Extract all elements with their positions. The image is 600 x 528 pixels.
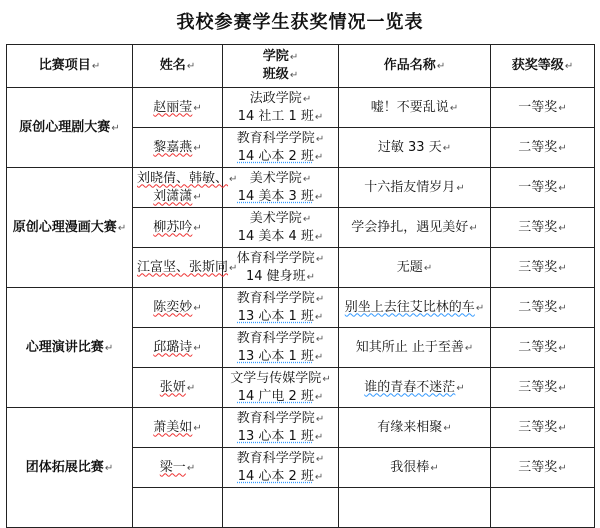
paragraph-mark-icon: ↵	[314, 471, 324, 483]
competition-cell: 团体拓展比赛↵	[7, 408, 133, 528]
name-cell: 赵丽莹↵	[133, 88, 223, 128]
award-level-cell	[491, 488, 595, 528]
paragraph-mark-icon: ↵	[117, 222, 127, 234]
paragraph-mark-icon: ↵	[430, 462, 439, 474]
paragraph-mark-icon: ↵	[558, 222, 567, 234]
work-title-cell: 别坐上去往艾比林的车↵	[339, 288, 491, 328]
paragraph-mark-icon: ↵	[314, 151, 324, 163]
paragraph-mark-icon: ↵	[442, 142, 452, 154]
paragraph-mark-icon: ↵	[315, 333, 325, 345]
paragraph-mark-icon: ↵	[314, 351, 324, 363]
award-level-cell: 一等奖↵	[491, 88, 595, 128]
work-title-cell: 十六指友情岁月↵	[339, 168, 491, 208]
paragraph-mark-icon: ↵	[229, 173, 238, 185]
paragraph-mark-icon: ↵	[302, 213, 312, 225]
name-cell: 张妍↵	[133, 368, 223, 408]
table-row	[7, 88, 595, 128]
award-level-cell: 二等奖↵	[491, 128, 595, 168]
header-work: 作品名称↵	[339, 45, 491, 88]
table-row	[7, 408, 595, 448]
paragraph-mark-icon: ↵	[186, 382, 196, 394]
paragraph-mark-icon: ↵	[475, 302, 485, 314]
paragraph-mark-icon: ↵	[193, 102, 202, 114]
work-title-cell: 我很棒↵	[339, 448, 491, 488]
paragraph-mark-icon: ↵	[558, 342, 567, 354]
paragraph-mark-icon: ↵	[315, 453, 325, 465]
paragraph-mark-icon: ↵	[449, 102, 459, 114]
paragraph-mark-icon: ↵	[558, 382, 567, 394]
paragraph-mark-icon: ↵	[322, 373, 331, 385]
paragraph-mark-icon: ↵	[315, 133, 325, 145]
paragraph-mark-icon: ↵	[186, 462, 196, 474]
college-class-cell: 美术学院↵ 14 美本 3 班↵	[223, 168, 339, 208]
paragraph-mark-icon: ↵	[193, 191, 202, 203]
award-level-cell: 三等奖↵	[491, 408, 595, 448]
college-class-cell: 体育科学学院↵ 14 健身班↵	[223, 248, 339, 288]
competition-cell: 原创心理漫画大赛↵	[7, 168, 133, 288]
paragraph-mark-icon: ↵	[558, 302, 567, 314]
paragraph-mark-icon: ↵	[469, 222, 478, 234]
name-cell: 萧美如↵	[133, 408, 223, 448]
name-cell: 陈奕妙↵	[133, 288, 223, 328]
paragraph-mark-icon: ↵	[558, 182, 567, 194]
college-class-cell: 教育科学学院↵ 13 心本 1 班↵	[223, 288, 339, 328]
paragraph-mark-icon: ↵	[423, 262, 433, 274]
name-cell: 江富坚、张斯同↵	[133, 248, 223, 288]
paragraph-mark-icon: ↵	[456, 182, 465, 194]
paragraph-mark-icon: ↵	[306, 271, 316, 283]
award-level-cell: 一等奖↵	[491, 168, 595, 208]
college-class-cell	[223, 488, 339, 528]
page-title: 我校参赛学生获奖情况一览表	[176, 12, 424, 33]
college-class-cell: 美术学院↵ 14 美本 4 班↵	[223, 208, 339, 248]
paragraph-mark-icon: ↵	[193, 342, 202, 354]
name-cell: 黎嘉燕↵	[133, 128, 223, 168]
work-title-cell: 学会挣扎，遇见美好↵	[339, 208, 491, 248]
table-header-row	[7, 45, 595, 88]
header-college: 学院↵ 班级↵	[223, 45, 339, 88]
work-title-cell: 过敏 33 天↵	[339, 128, 491, 168]
work-title-cell: 知其所止 止于至善↵	[339, 328, 491, 368]
paragraph-mark-icon: ↵	[193, 142, 202, 154]
paragraph-mark-icon: ↵	[193, 302, 202, 314]
table-row	[7, 288, 595, 328]
paragraph-mark-icon: ↵	[558, 262, 567, 274]
paragraph-mark-icon: ↵	[443, 422, 452, 434]
paragraph-mark-icon: ↵	[314, 431, 324, 443]
award-level-cell: 二等奖↵	[491, 288, 595, 328]
paragraph-mark-icon: ↵	[558, 462, 567, 474]
paragraph-mark-icon: ↵	[302, 173, 312, 185]
award-level-cell: 三等奖↵	[491, 368, 595, 408]
paragraph-mark-icon: ↵	[315, 413, 325, 425]
name-cell: 柳苏吟↵	[133, 208, 223, 248]
paragraph-mark-icon: ↵	[193, 422, 202, 434]
work-title-cell: 有缘来相聚↵	[339, 408, 491, 448]
college-class-cell: 教育科学学院↵ 13 心本 1 班↵	[223, 328, 339, 368]
competition-cell: 原创心理剧大赛↵	[7, 88, 133, 168]
work-title-cell	[339, 488, 491, 528]
paragraph-mark-icon: ↵	[456, 382, 465, 394]
college-class-cell: 教育科学学院↵ 14 心本 2 班↵	[223, 448, 339, 488]
paragraph-mark-icon: ↵	[302, 93, 312, 105]
table-row	[7, 168, 595, 208]
college-class-cell: 法政学院↵ 14 社工 1 班↵	[223, 88, 339, 128]
paragraph-mark-icon: ↵	[314, 311, 324, 323]
award-level-cell: 二等奖↵	[491, 328, 595, 368]
paragraph-mark-icon: ↵	[558, 142, 567, 154]
paragraph-mark-icon: ↵	[314, 391, 324, 403]
paragraph-mark-icon: ↵	[315, 253, 325, 265]
paragraph-mark-icon: ↵	[558, 102, 567, 114]
work-title-cell: 谁的青春不迷茫↵	[339, 368, 491, 408]
paragraph-mark-icon: ↵	[314, 231, 324, 243]
paragraph-mark-icon: ↵	[314, 191, 324, 203]
name-cell: 刘晓倩、韩敏、↵ 刘潇潇↵	[133, 168, 223, 208]
award-level-cell: 三等奖↵	[491, 208, 595, 248]
header-name: 姓名↵	[133, 45, 223, 88]
paragraph-mark-icon: ↵	[314, 111, 324, 123]
table-body	[7, 88, 595, 528]
paragraph-mark-icon: ↵	[558, 422, 567, 434]
award-level-cell: 三等奖↵	[491, 448, 595, 488]
paragraph-mark-icon: ↵	[104, 342, 114, 354]
college-class-cell: 教育科学学院↵ 14 心本 2 班↵	[223, 128, 339, 168]
college-class-cell: 文学与传媒学院↵ 14 广电 2 班↵	[223, 368, 339, 408]
paragraph-mark-icon: ↵	[315, 293, 325, 305]
paragraph-mark-icon: ↵	[111, 122, 120, 134]
header-level: 获奖等级↵	[491, 45, 595, 88]
paragraph-mark-icon: ↵	[229, 262, 238, 274]
header-competition: 比赛项目↵	[7, 45, 133, 88]
awards-table	[6, 44, 595, 528]
paragraph-mark-icon: ↵	[193, 222, 202, 234]
award-level-cell: 三等奖↵	[491, 248, 595, 288]
paragraph-mark-icon: ↵	[104, 462, 114, 474]
competition-cell: 心理演讲比赛↵	[7, 288, 133, 408]
paragraph-mark-icon: ↵	[464, 342, 474, 354]
name-cell: 邱璐诗↵	[133, 328, 223, 368]
work-title-cell: 嘘！不要乱说↵	[339, 88, 491, 128]
college-class-cell: 教育科学学院↵ 13 心本 1 班↵	[223, 408, 339, 448]
work-title-cell: 无题↵	[339, 248, 491, 288]
name-cell	[133, 488, 223, 528]
name-cell: 梁一↵	[133, 448, 223, 488]
